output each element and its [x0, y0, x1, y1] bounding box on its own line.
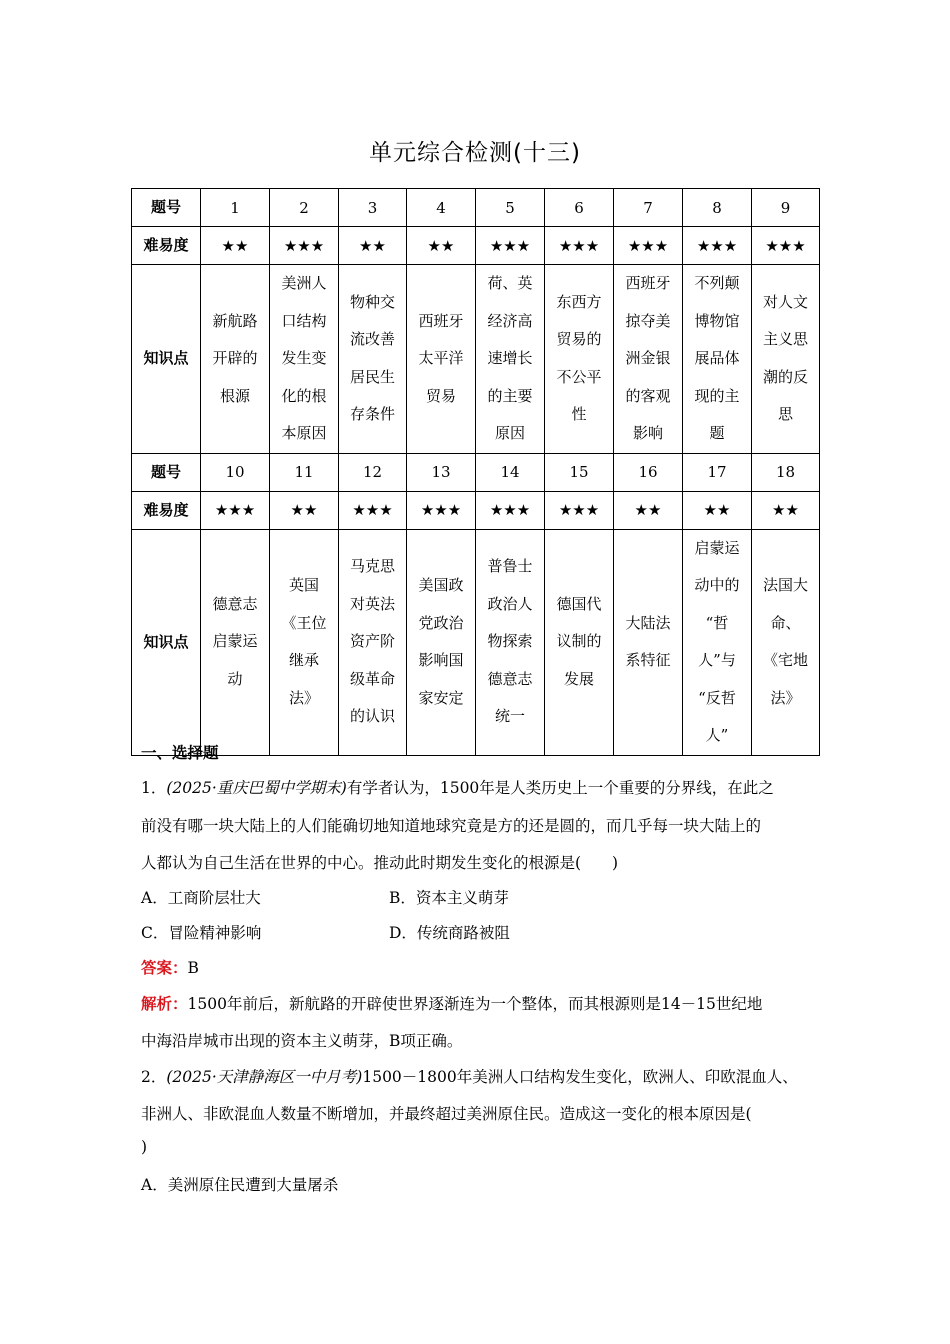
knowledge-point-line: 影响 — [632, 424, 663, 442]
knowledge-point-line: 继承 — [288, 651, 319, 669]
knowledge-point-line: 经济高 — [487, 311, 533, 330]
knowledge-point-line: 本原因 — [281, 424, 327, 442]
row-label-number: 题号 — [132, 453, 201, 491]
knowledge-point-line: 普鲁士 — [487, 557, 533, 576]
difficulty-stars: ★★ — [683, 491, 752, 529]
knowledge-point-line: 速增长 — [487, 349, 533, 367]
knowledge-point-line: 人” — [705, 726, 729, 744]
knowledge-point-line: 潮的反 — [762, 367, 808, 386]
knowledge-point-line: 的客观 — [625, 386, 671, 405]
knowledge-point-line: 美洲人 — [281, 274, 327, 292]
knowledge-point-cell — [407, 529, 476, 755]
question-number-cell: 14 — [476, 453, 545, 491]
difficulty-stars: ★★ — [407, 227, 476, 265]
question-number-cell: 17 — [683, 453, 752, 491]
knowledge-point-cell — [752, 529, 820, 755]
knowledge-point-line: 洲金银 — [625, 349, 671, 367]
q2-text1: 1500－1800年美洲人口结构发生变化，欧洲人、印欧混血人、 — [362, 1068, 798, 1086]
difficulty-stars: ★★ — [270, 491, 339, 529]
question-number-cell: 8 — [683, 189, 752, 227]
knowledge-point-line: 动 — [227, 669, 243, 688]
table-row — [132, 189, 820, 227]
knowledge-point-line: 资产阶 — [349, 632, 395, 651]
knowledge-point-line: 思 — [777, 405, 793, 424]
answer-label: 答案： — [141, 959, 188, 977]
question-number-cell: 7 — [614, 189, 683, 227]
knowledge-point-line: 博物馆 — [694, 311, 740, 330]
knowledge-point-line: 系特征 — [625, 651, 671, 669]
knowledge-point-cell — [683, 529, 752, 755]
q1-analysis-line1 — [141, 992, 762, 1014]
knowledge-point-line: 德国代 — [556, 594, 602, 613]
knowledge-point-line: 法国大 — [762, 576, 808, 594]
knowledge-point-cell — [270, 529, 339, 755]
row-label-knowledge: 知识点 — [132, 529, 201, 755]
knowledge-point-cell — [614, 529, 683, 755]
knowledge-point-cell — [476, 529, 545, 755]
knowledge-point-line: 流改善 — [349, 330, 395, 349]
difficulty-stars: ★★★ — [270, 227, 339, 265]
knowledge-point-line: “哲 — [705, 613, 729, 632]
knowledge-point-cell — [339, 529, 407, 755]
page-title: 单元综合检测(十三) — [369, 140, 581, 166]
knowledge-point-line: “反哲 — [698, 688, 736, 707]
table-row — [132, 265, 820, 454]
difficulty-stars: ★★★ — [476, 227, 545, 265]
knowledge-point-line: 贸易的 — [556, 330, 602, 349]
knowledge-point-line: 《王位 — [281, 613, 327, 632]
difficulty-stars: ★★★ — [339, 491, 407, 529]
q1-source: (2025·重庆巴蜀中学期末) — [166, 779, 347, 797]
question-number-cell: 10 — [201, 453, 270, 491]
knowledge-point-line: 物种交 — [349, 292, 395, 311]
difficulty-stars: ★★★ — [614, 227, 683, 265]
knowledge-point-line: 展品体 — [694, 349, 740, 367]
q2-line3: ) — [141, 1138, 148, 1156]
knowledge-point-line: 西班牙 — [625, 274, 671, 292]
knowledge-point-cell — [752, 265, 820, 454]
knowledge-point-line: 存条件 — [349, 405, 395, 424]
difficulty-stars: ★★★ — [476, 491, 545, 529]
question-number-cell: 11 — [270, 453, 339, 491]
knowledge-point-line: 法》 — [770, 688, 801, 707]
knowledge-point-line: 主义思 — [762, 330, 808, 349]
q2-option-a: A．美洲原住民遭到大量屠杀 — [141, 1176, 339, 1194]
knowledge-point-line: 德意志 — [212, 594, 258, 613]
question-number-cell: 1 — [201, 189, 270, 227]
table-row — [132, 453, 820, 491]
difficulty-stars: ★★★ — [201, 491, 270, 529]
knowledge-point-line: 法》 — [288, 688, 319, 707]
difficulty-stars: ★★★ — [545, 227, 614, 265]
knowledge-point-line: 人”与 — [698, 651, 736, 669]
knowledge-point-line: 对英法 — [349, 594, 395, 613]
question-number-cell: 15 — [545, 453, 614, 491]
knowledge-point-line: 性 — [571, 405, 587, 424]
question-number-cell: 3 — [339, 189, 407, 227]
question-number-cell: 18 — [752, 453, 820, 491]
difficulty-stars: ★★★ — [545, 491, 614, 529]
difficulty-stars: ★★★ — [683, 227, 752, 265]
knowledge-point-line: 的主要 — [487, 386, 533, 405]
analysis-text1: 1500年前后，新航路的开辟使世界逐渐连为一个整体，而其根源则是14－15世纪地 — [187, 995, 763, 1013]
knowledge-point-line: 发生变 — [281, 349, 327, 367]
difficulty-stars: ★★ — [752, 491, 820, 529]
answer-value: B — [187, 959, 199, 977]
knowledge-point-line: 新航路 — [212, 311, 258, 330]
knowledge-point-line: 根源 — [219, 386, 250, 405]
knowledge-point-line: 家安定 — [418, 688, 464, 707]
table-row — [132, 227, 820, 265]
knowledge-point-line: 统一 — [494, 707, 525, 726]
q2-line1 — [141, 1065, 798, 1087]
table-row — [132, 529, 820, 755]
knowledge-point-line: 议制的 — [556, 632, 602, 651]
knowledge-point-line: 掠夺美 — [625, 311, 671, 330]
knowledge-point-line: 的认识 — [349, 707, 395, 726]
knowledge-point-line: 马克思 — [349, 557, 395, 576]
question-number-cell: 9 — [752, 189, 820, 227]
q2-source: (2025·天津静海区一中月考) — [166, 1068, 363, 1086]
knowledge-point-line: 启蒙运 — [694, 538, 740, 557]
table-row — [132, 491, 820, 529]
knowledge-table — [131, 188, 820, 756]
knowledge-point-cell — [201, 265, 270, 454]
knowledge-point-line: 东西方 — [556, 292, 602, 311]
analysis-label: 解析： — [141, 995, 188, 1013]
q1-line3: 人都认为自己生活在世界的中心。推动此时期发生变化的根源是( ) — [141, 854, 619, 872]
question-number-cell: 5 — [476, 189, 545, 227]
question-number-cell: 12 — [339, 453, 407, 491]
row-label-difficulty: 难易度 — [132, 491, 201, 529]
knowledge-point-line: 题 — [709, 424, 725, 442]
knowledge-point-line: 级革命 — [349, 669, 395, 688]
knowledge-point-line: 不公平 — [556, 367, 602, 386]
knowledge-point-line: 影响国 — [418, 651, 464, 669]
knowledge-point-line: 命、 — [770, 613, 801, 632]
knowledge-point-line: 居民生 — [349, 367, 395, 386]
question-number-cell: 4 — [407, 189, 476, 227]
row-label-difficulty: 难易度 — [132, 227, 201, 265]
difficulty-stars: ★★★ — [407, 491, 476, 529]
knowledge-point-cell — [476, 265, 545, 454]
knowledge-point-line: 开辟的 — [212, 349, 258, 367]
knowledge-point-line: 党政治 — [418, 613, 464, 632]
knowledge-point-line: 对人文 — [762, 292, 808, 311]
knowledge-point-line: 启蒙运 — [212, 632, 258, 651]
knowledge-point-cell — [270, 265, 339, 454]
q1-option-c: C．冒险精神影响 — [141, 924, 262, 942]
knowledge-point-cell — [407, 265, 476, 454]
q1-option-a: A．工商阶层壮大 — [141, 889, 261, 907]
q1-option-d: D．传统商路被阻 — [389, 924, 510, 942]
knowledge-point-cell — [339, 265, 407, 454]
question-number-cell: 13 — [407, 453, 476, 491]
knowledge-point-line: 《宅地 — [762, 651, 808, 669]
knowledge-point-cell — [545, 529, 614, 755]
knowledge-point-line: 贸易 — [425, 386, 456, 405]
q1-line1 — [141, 776, 774, 798]
knowledge-point-line: 英国 — [288, 576, 319, 594]
q1-answer — [141, 956, 199, 978]
difficulty-stars: ★★ — [614, 491, 683, 529]
section-heading: 一、选择题 — [141, 744, 219, 762]
difficulty-stars: ★★★ — [752, 227, 820, 265]
q1-number: 1． — [141, 779, 167, 797]
knowledge-point-line: 美国政 — [418, 576, 464, 594]
knowledge-point-cell — [545, 265, 614, 454]
difficulty-stars: ★★ — [201, 227, 270, 265]
knowledge-point-line: 太平洋 — [418, 349, 464, 367]
q1-line2: 前没有哪一块大陆上的人们能确切地知道地球究竟是方的还是圆的，而几乎每一块大陆上的 — [141, 817, 762, 835]
knowledge-point-line: 不列颠 — [694, 274, 740, 292]
q1-analysis-line2: 中海沿岸城市出现的资本主义萌芽，B项正确。 — [141, 1032, 463, 1050]
difficulty-stars: ★★ — [339, 227, 407, 265]
q1-text1: 有学者认为，1500年是人类历史上一个重要的分界线，在此之 — [346, 779, 774, 797]
knowledge-point-line: 大陆法 — [625, 613, 671, 632]
knowledge-point-line: 动中的 — [694, 576, 740, 594]
knowledge-point-line: 化的根 — [281, 386, 327, 405]
question-number-cell: 16 — [614, 453, 683, 491]
q2-line2: 非洲人、非欧混血人数量不断增加，并最终超过美洲原住民。造成这一变化的根本原因是( — [141, 1105, 752, 1123]
knowledge-point-line: 政治人 — [487, 594, 533, 613]
knowledge-point-line: 现的主 — [694, 386, 740, 405]
q1-option-b: B．资本主义萌芽 — [389, 889, 509, 907]
row-label-number: 题号 — [132, 189, 201, 227]
question-number-cell: 6 — [545, 189, 614, 227]
row-label-knowledge: 知识点 — [132, 265, 201, 454]
knowledge-point-cell — [201, 529, 270, 755]
knowledge-point-line: 西班牙 — [418, 311, 464, 330]
knowledge-point-line: 发展 — [563, 669, 594, 688]
knowledge-point-line: 荷、英 — [487, 274, 533, 292]
question-number-cell: 2 — [270, 189, 339, 227]
knowledge-point-line: 德意志 — [487, 669, 533, 688]
knowledge-point-line: 原因 — [494, 424, 525, 442]
knowledge-point-line: 口结构 — [281, 311, 327, 330]
q2-number: 2． — [141, 1068, 167, 1086]
knowledge-point-cell — [614, 265, 683, 454]
knowledge-point-line: 物探索 — [487, 632, 533, 651]
knowledge-point-cell — [683, 265, 752, 454]
